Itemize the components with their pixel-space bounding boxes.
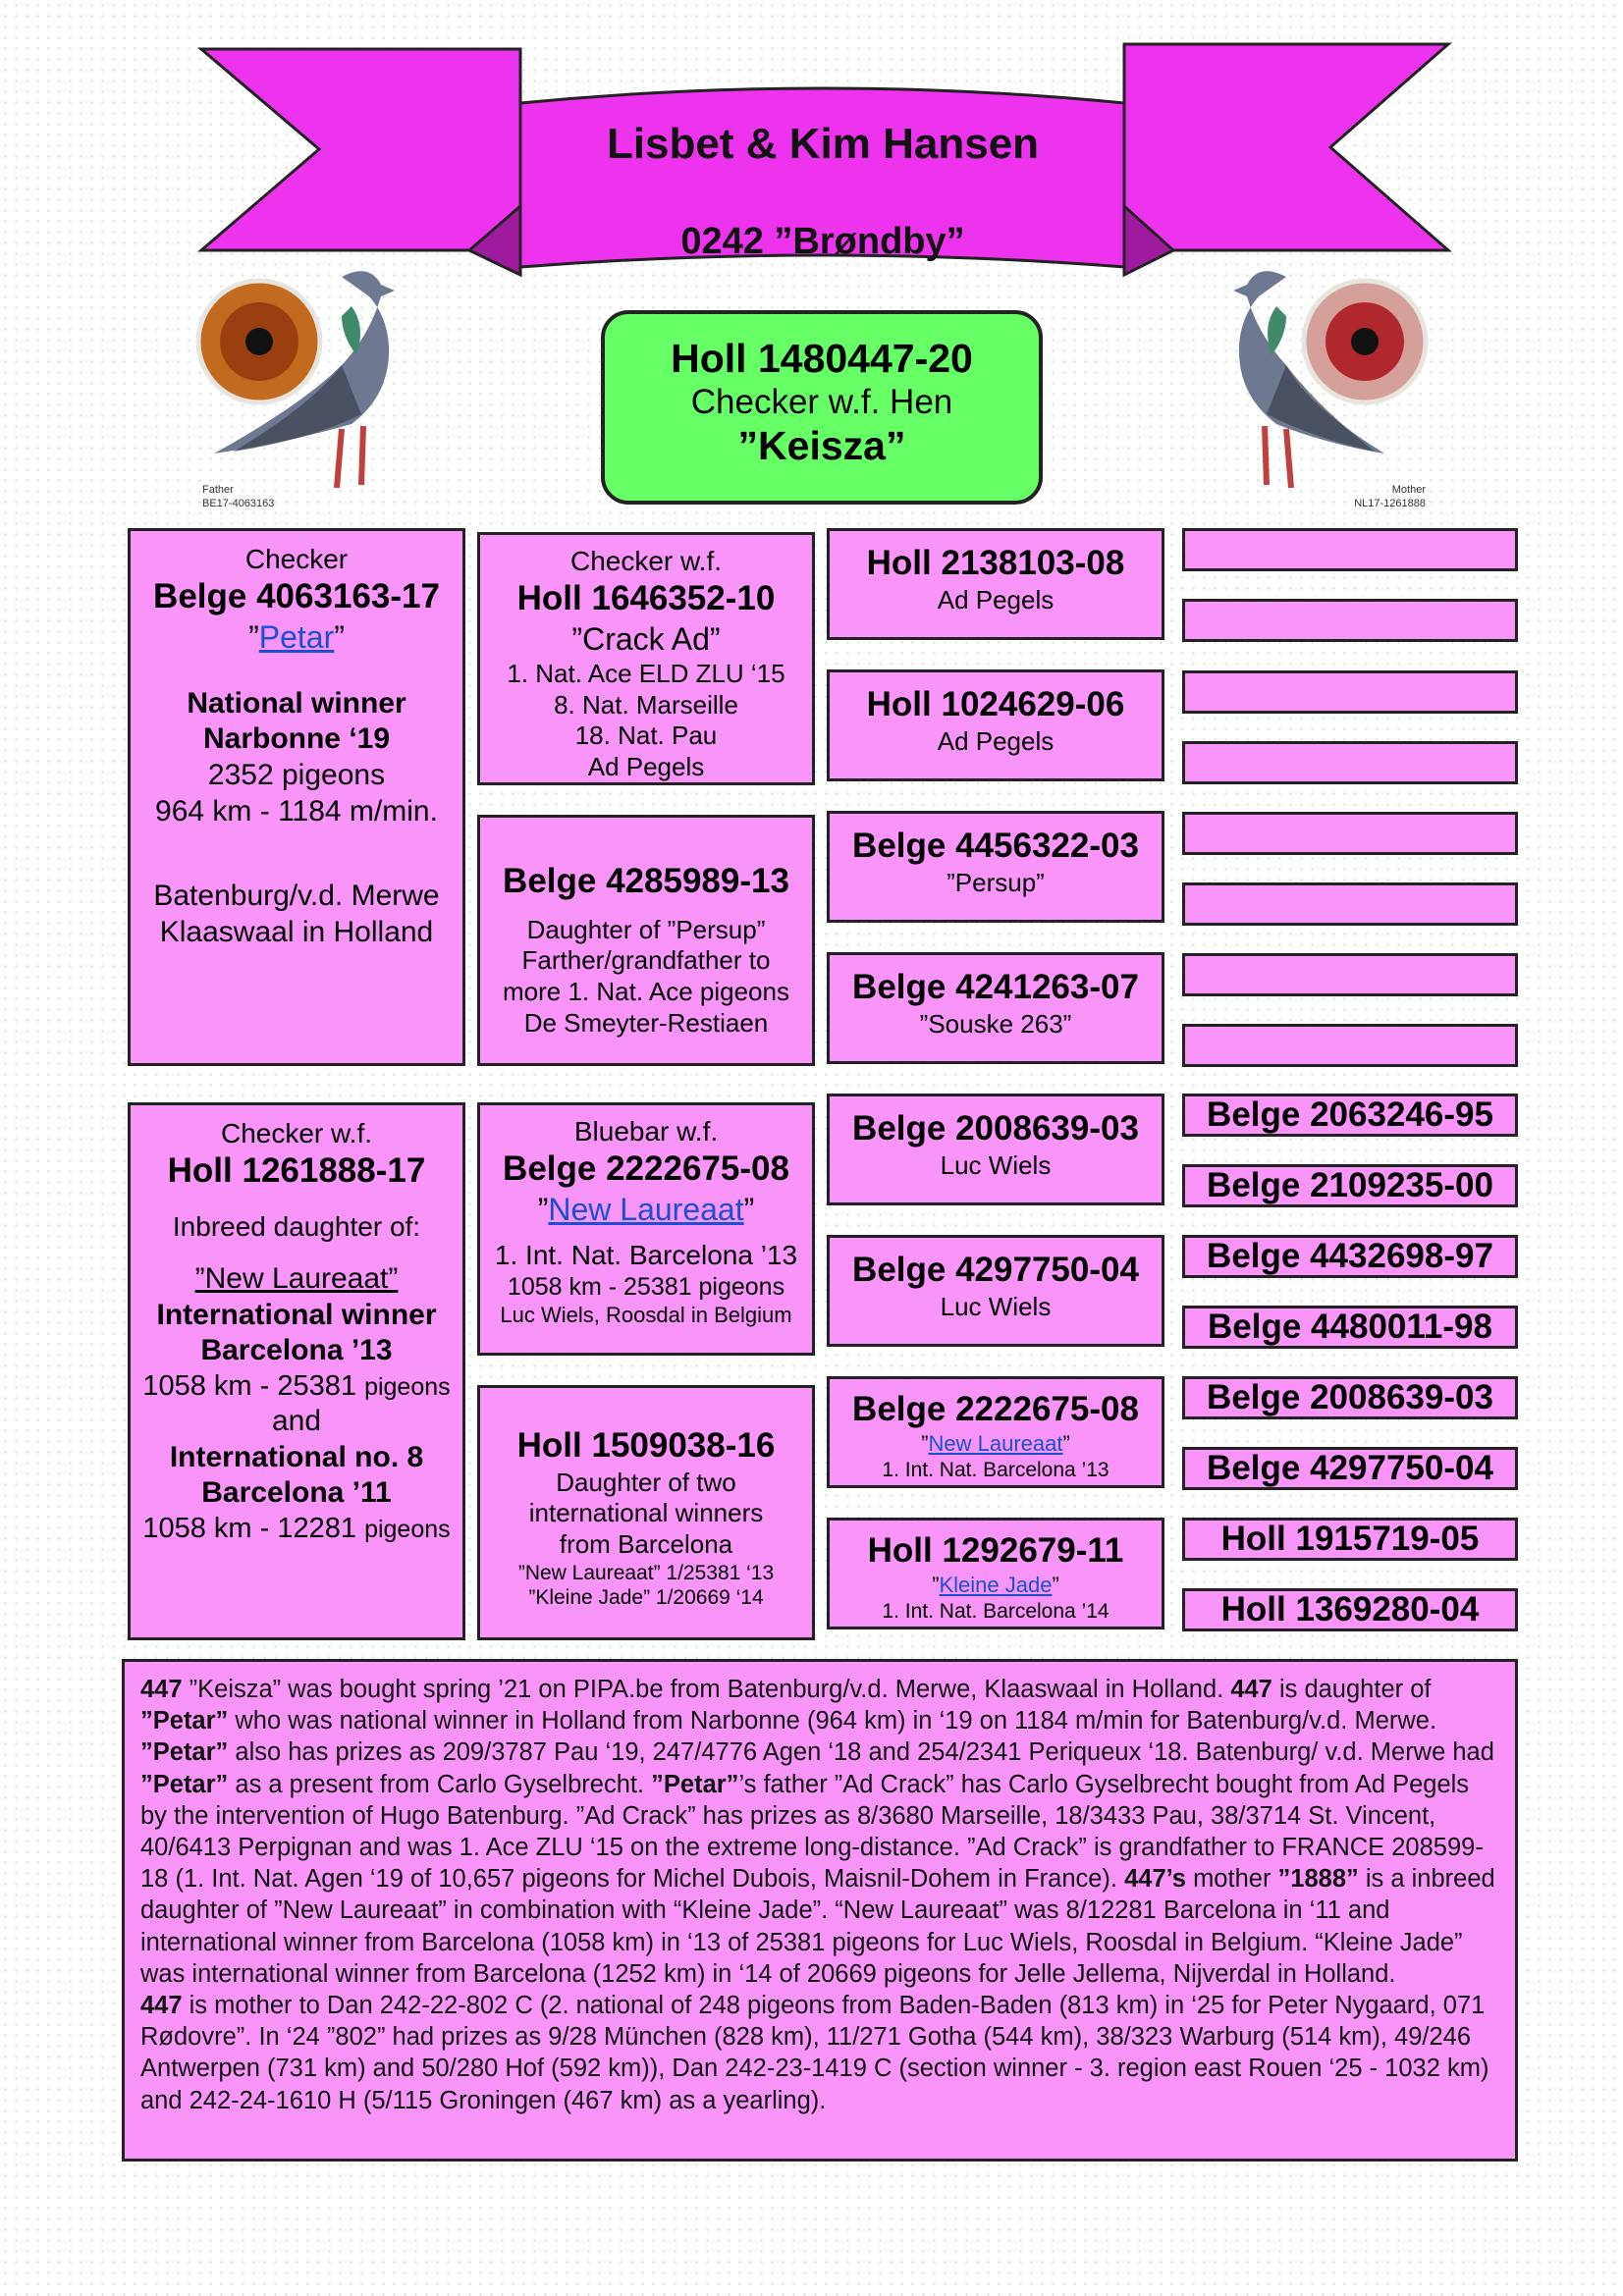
sire-line: National winner [187,686,406,720]
empty-ancestor-box [1182,528,1518,571]
great-grandparent-box [827,1518,1164,1629]
ancestor-ring-box: Belge 4432698-97 [1182,1235,1518,1278]
empty-ancestor-box [1182,1024,1518,1067]
father-caption: Father [202,484,234,496]
grandparent-box-3 [477,1102,815,1356]
ggp-ring: Belge 4241263-07 [852,968,1139,1006]
dam-sire-link: ”New Laureaat” [194,1262,399,1295]
ggp-sub: Luc Wiels [940,1149,1052,1180]
dam-line: Barcelona ’13 [200,1334,393,1367]
empty-ancestor-box [1182,741,1518,784]
sire-color: Checker [244,544,349,574]
ggp-ring: Belge 2008639-03 [852,1109,1139,1148]
sire-box [128,528,465,1066]
gp-ring: Belge 4285989-13 [503,862,789,900]
gp-line: Daughter of ”Persup” [526,914,766,944]
gp-name-link[interactable]: New Laureaat [548,1191,744,1227]
sire-name: ”Petar” [248,618,345,655]
dam-line: 1058 km - 25381 pigeons [142,1369,451,1402]
mother-photo [1198,257,1434,514]
ancestor-ring-box: Belge 4297750-04 [1182,1447,1518,1490]
subject-box [601,310,1043,505]
banner-left-tail [201,49,520,250]
ggp-name-link[interactable]: Kleine Jade [939,1572,1053,1597]
gp-line: more 1. Nat. Ace pigeons [503,977,789,1007]
sire-line: 2352 pigeons [207,759,386,792]
story-paragraph-1: 447 ”Keisza” was bought spring ’21 on PIPA.be from Batenburg/v.d. Merwe, Klaaswaal in Holland. 447 is daughter of ”Petar” who was national winner in Holland from Narbonne (964 km) in ‘19 on 1184 m/min for Batenburg/v.d. Merwe. ”Petar” also has prizes as 209/3787 Pau ‘19, 247/4776 Agen ‘18 and 254/2341 Periqueux ‘18. Batenburg/ v.d. Merwe had ”Petar” as a present from Carlo Gyselbrecht. ”Petar”’s father ”Ad Crack” has Carlo Gyselbrecht bought from Ad Pegels by the intervention of Hugo Batenburg. ”Ad Crack” has prizes as 8/3680 Marseille, 18/3433 Pau, 38/3714 St. Vincent, 40/6413 Perpignan and was 1. Ace ZLU ‘15 on the extreme long-distance. ”Ad Crack” is grandfather to FRANCE 208599-18 (1. Int. Nat. Agen ‘19 of 10,657 pigeons for Michel Dubois, Maisnil-Dohem in France). 447’s mother ”1888” is a inbreed daughter of ”New Laureaat” in combination with “Kleine Jade”. “New Laureaat” was 8/12281 Barcelona in ‘11 and international winner from Barcelona (1058 km) in ‘13 of 25381 pigeons for Luc Wiels, Roosdal in Belgium. “Kleine Jade” was international winner from Barcelona (1252 km) in ‘14 of 20669 pigeons for Jelle Jellema, Nijverdal in Holland. [140,1676,1495,1988]
dam-box [128,1102,465,1640]
sire-line: 964 km - 1184 m/min. [155,794,438,828]
gp-line: international winners [528,1498,764,1528]
breeder-name: Lisbet & Kim Hansen [606,120,1040,168]
great-grandparent-box [827,952,1164,1064]
dam-color: Checker w.f. [220,1118,373,1148]
ggp-name-link[interactable]: New Laureaat [928,1430,1063,1456]
ancestor-ring-box: Belge 2109235-00 [1182,1164,1518,1207]
ggp-name: ”New Laureaat” [921,1430,1070,1456]
loft-name: 0242 ”Brøndby” [680,221,965,262]
ancestor-ring-box: Belge 4480011-98 [1182,1306,1518,1349]
ggp-ring: Holl 1024629-06 [866,685,1125,723]
gp-line: Farther/grandfather to [521,945,771,976]
empty-ancestor-box [1182,670,1518,714]
banner-right-tail [1124,44,1448,250]
gp-line: Daughter of two [556,1467,736,1497]
ancestor-ring-box: Holl 1369280-04 [1182,1588,1518,1631]
mother-caption: Mother [1391,484,1426,496]
grandparent-box-2 [477,815,815,1066]
gp-line: De Smeyter-Restiaen [523,1007,769,1038]
dam-line: Barcelona ’11 [201,1476,392,1510]
father-ring-caption: BE17-4063163 [202,498,275,509]
ggp-ring: Holl 1292679-11 [867,1531,1124,1570]
ggp-sub: 1. Int. Nat. Barcelona ’14 [882,1599,1109,1623]
great-grandparent-box [827,528,1164,640]
gp-color: Checker w.f. [569,546,723,576]
gp-ring: Holl 1509038-16 [516,1426,776,1465]
gp-line: ”Kleine Jade” 1/20669 ‘14 [528,1586,764,1610]
great-grandparent-box [827,1376,1164,1488]
ggp-ring: Belge 4456322-03 [852,827,1139,865]
gp-line: 1058 km - 25381 pigeons [507,1273,785,1302]
gp-ring: Holl 1646352-10 [516,579,776,618]
ancestor-ring-box: Holl 1915719-05 [1182,1518,1518,1561]
sire-line: Batenburg/v.d. Merwe [153,880,440,913]
ggp-ring: Belge 4297750-04 [852,1251,1139,1289]
great-grandparent-box [827,669,1164,781]
gp-color: Bluebar w.f. [573,1116,719,1147]
gp-line: 18. Nat. Pau [574,721,718,751]
great-grandparent-box [827,811,1164,923]
dam-line: International no. 8 [169,1440,424,1473]
gp-line: Luc Wiels, Roosdal in Belgium [500,1302,792,1327]
sire-line: Klaaswaal in Holland [159,915,434,948]
ggp-sub: Ad Pegels [937,725,1055,756]
ggp-sub: ”Souske 263” [919,1008,1072,1039]
grandparent-box-4 [477,1385,815,1640]
gp-ring: Belge 2222675-08 [503,1149,789,1189]
dam-ring: Holl 1261888-17 [167,1151,426,1191]
ancestor-ring-box: Belge 2063246-95 [1182,1094,1518,1137]
empty-ancestor-box [1182,599,1518,642]
ggp-sub: Ad Pegels [937,584,1055,614]
gp-line: 1. Int. Nat. Barcelona ’13 [494,1239,798,1270]
subject-ring: Holl 1480447-20 [671,336,973,381]
gp-line: ”New Laureaat” 1/25381 ‘13 [517,1561,775,1584]
gp-line: 1. Nat. Ace ELD ZLU ‘15 [507,658,785,688]
ggp-ring: Belge 2222675-08 [852,1390,1139,1428]
story-paragraph-2: 447 is mother to Dan 242-22-802 C (2. national of 248 pigeons from Baden-Baden (813 km) in ‘25 for Peter Nygaard, 071 Rødovre”. In ‘24 ”802” had prizes as 9/28 München (828 km), 11/271 Gotha (544 km), 38/323 Warburg (514 km), 49/246 Antwerpen (731 km) and 50/280 Hof (592 km)), Dan 242-23-1419 C (section winner - 3. region east Rouen ‘25 - 1032 km) and 242-24-1610 H (5/115 Groningen (467 km) as a yearling). [140,1992,1489,2114]
gp-line: 8. Nat. Marseille [554,689,738,720]
ggp-ring: Holl 2138103-08 [866,544,1125,582]
empty-ancestor-box [1182,882,1518,926]
grandparent-box-1 [477,532,815,785]
mother-ring-caption: NL17-1261888 [1354,498,1426,509]
story-text-box [122,1659,1518,2162]
ancestor-ring-box: Belge 2008639-03 [1182,1376,1518,1419]
dam-line: and [271,1405,322,1438]
great-grandparent-box [827,1094,1164,1205]
great-grandparent-box [827,1235,1164,1347]
sire-ring: Belge 4063163-17 [153,577,440,616]
dam-line: 1058 km - 12281 pigeons [142,1512,451,1544]
ggp-sub: Luc Wiels [940,1291,1052,1321]
gp-line: Ad Pegels [587,752,705,782]
sire-line: Narbonne ‘19 [202,722,391,756]
gp-name: ”Crack Ad” [571,620,721,657]
gp-name: ”New Laureaat” [537,1191,755,1227]
dam-line: International winner [156,1298,437,1331]
father-photo [194,257,430,514]
ggp-name: ”Kleine Jade” [932,1572,1059,1597]
ggp-sub: ”Persup” [947,867,1045,897]
subject-color: Checker w.f. Hen [690,383,953,422]
empty-ancestor-box [1182,953,1518,996]
ggp-sub: 1. Int. Nat. Barcelona ’13 [882,1458,1109,1481]
sire-name-link[interactable]: Petar [258,618,335,655]
dam-intro: Inbreed daughter of: [172,1210,421,1242]
empty-ancestor-box [1182,812,1518,855]
gp-line: from Barcelona [559,1529,733,1560]
subject-name: ”Keisza” [737,423,906,469]
